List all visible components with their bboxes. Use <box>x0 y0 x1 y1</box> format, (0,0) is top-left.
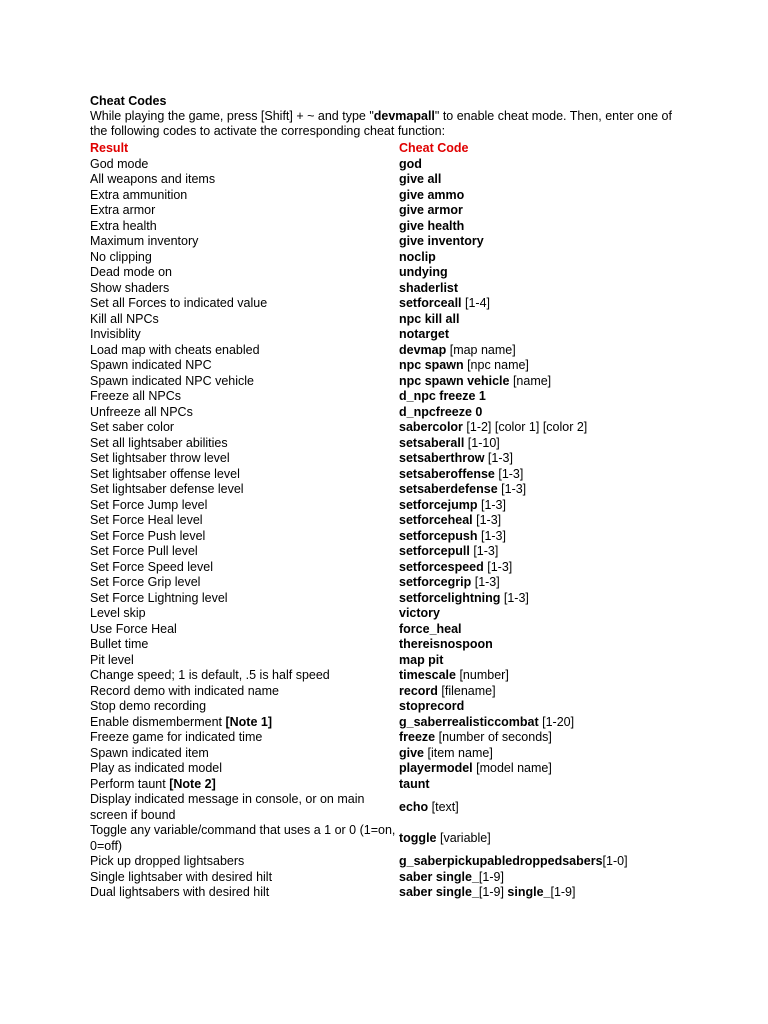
result-cell <box>90 513 399 529</box>
result-cell <box>90 482 399 498</box>
cheat-code: setforcepush <box>399 528 478 543</box>
table-row <box>90 234 690 250</box>
cheat-code: undying <box>399 265 448 279</box>
cheat-code: setforceall <box>399 296 462 310</box>
code-cell <box>399 730 690 746</box>
code-cell <box>399 281 690 297</box>
result-text: Play as indicated model <box>90 761 223 775</box>
result-text: Bullet time <box>90 637 149 651</box>
result-cell <box>90 823 399 854</box>
result-cell <box>90 792 399 823</box>
table-row <box>90 296 690 312</box>
table-header-row <box>90 141 690 157</box>
table-row <box>90 498 690 514</box>
cheat-code: victory <box>399 606 440 620</box>
intro-paragraph <box>90 109 680 139</box>
intro-command: devmapall <box>373 109 435 123</box>
result-text: Invisiblity <box>90 327 141 341</box>
cheat-argument: [npc name] <box>463 358 529 372</box>
table-row <box>90 870 690 886</box>
result-cell <box>90 358 399 374</box>
code-cell <box>399 591 690 607</box>
result-cell <box>90 343 399 359</box>
result-cell <box>90 281 399 297</box>
result-cell <box>90 234 399 250</box>
cheat-argument-second: [1-9] <box>550 885 576 899</box>
cheat-code: playermodel <box>399 761 473 775</box>
cheat-argument: [1-10] <box>464 435 500 450</box>
result-text: Spawn indicated NPC <box>90 358 212 372</box>
table-row <box>90 157 690 173</box>
code-cell <box>399 436 690 452</box>
cheat-code: give inventory <box>399 234 484 248</box>
result-cell <box>90 451 399 467</box>
table-row <box>90 823 690 854</box>
code-cell <box>399 498 690 514</box>
result-cell <box>90 606 399 622</box>
code-cell <box>399 684 690 700</box>
code-cell <box>399 219 690 235</box>
result-text: Maximum inventory <box>90 234 199 248</box>
code-cell <box>399 265 690 281</box>
cheat-code: give all <box>399 172 442 186</box>
cheat-code: give health <box>399 218 465 233</box>
result-text: Set all lightsaber abilities <box>90 435 228 450</box>
code-cell <box>399 234 690 250</box>
code-cell <box>399 529 690 545</box>
table-body <box>90 157 690 901</box>
result-text: Set all Forces to indicated value <box>90 296 268 310</box>
result-text: Freeze game for indicated time <box>90 730 263 744</box>
result-cell <box>90 544 399 560</box>
result-text: Set Force Lightning level <box>90 590 228 605</box>
cheat-argument: [1-3] <box>477 528 506 543</box>
result-text: Freeze all NPCs <box>90 389 181 403</box>
cheat-code: noclip <box>399 249 436 264</box>
result-cell <box>90 250 399 266</box>
cheat-code: npc spawn <box>399 358 464 372</box>
code-cell <box>399 451 690 467</box>
result-text: Dead mode on <box>90 265 173 279</box>
result-text: Set Force Speed level <box>90 559 213 574</box>
cheat-code: setsaberdefense <box>399 482 498 496</box>
cheat-argument: [1-3] <box>497 482 527 496</box>
result-text: Set Force Heal level <box>90 513 203 527</box>
cheat-code: toggle <box>399 830 437 845</box>
cheat-code: timescale <box>399 668 456 682</box>
cheat-code: shaderlist <box>399 280 459 295</box>
result-cell <box>90 575 399 591</box>
table-row <box>90 885 690 901</box>
table-row <box>90 622 690 638</box>
cheat-code: god <box>399 156 422 171</box>
table-row <box>90 684 690 700</box>
code-cell <box>399 513 690 529</box>
code-cell <box>399 575 690 591</box>
code-cell <box>399 157 690 173</box>
cheat-argument: [map name] <box>446 342 516 357</box>
cheat-code: give ammo <box>399 187 465 202</box>
code-cell <box>399 870 690 886</box>
code-cell <box>399 172 690 188</box>
result-text: Single lightsaber with desired hilt <box>90 869 273 884</box>
cheat-argument: [number] <box>455 668 509 682</box>
page-title: Cheat Codes <box>90 94 167 108</box>
table-row <box>90 715 690 731</box>
cheat-argument: [1-3] <box>471 575 500 589</box>
result-cell <box>90 777 399 793</box>
table-row <box>90 699 690 715</box>
table-row <box>90 777 690 793</box>
result-cell <box>90 436 399 452</box>
table-row <box>90 792 690 823</box>
result-cell <box>90 622 399 638</box>
result-text: Use Force Heal <box>90 621 177 636</box>
result-cell <box>90 699 399 715</box>
code-cell <box>399 622 690 638</box>
result-text: Kill all NPCs <box>90 311 159 326</box>
result-text: Display indicated message in console, or on main screen if bound <box>90 792 365 822</box>
result-text: Dual lightsabers with desired hilt <box>90 885 270 899</box>
cheat-argument: [1-3] <box>472 513 502 527</box>
cheat-code: notarget <box>399 327 449 341</box>
code-cell <box>399 203 690 219</box>
table-row <box>90 188 690 204</box>
cheat-codes-table <box>90 141 690 901</box>
table-row <box>90 312 690 328</box>
cheat-argument: [1-3] <box>494 466 524 481</box>
code-cell <box>399 792 690 823</box>
table-row <box>90 343 690 359</box>
result-cell <box>90 312 399 328</box>
cheat-code: setforcelightning <box>399 590 501 605</box>
result-cell <box>90 761 399 777</box>
code-cell <box>399 699 690 715</box>
document-content <box>90 93 710 901</box>
cheat-argument: [number of seconds] <box>435 730 552 744</box>
result-cell <box>90 715 399 731</box>
result-cell <box>90 684 399 700</box>
table-row <box>90 730 690 746</box>
table-row <box>90 389 690 405</box>
cheat-argument: [model name] <box>472 761 552 775</box>
result-text: Extra ammunition <box>90 187 188 202</box>
result-cell <box>90 529 399 545</box>
table-row <box>90 172 690 188</box>
result-cell <box>90 467 399 483</box>
cheat-code: g_saberrealisticcombat <box>399 714 539 729</box>
table-row <box>90 327 690 343</box>
code-cell <box>399 854 690 870</box>
result-cell <box>90 296 399 312</box>
result-cell <box>90 637 399 653</box>
cheat-code: setforcejump <box>399 497 478 512</box>
result-cell <box>90 854 399 870</box>
cheat-code: taunt <box>399 776 430 791</box>
table-row <box>90 529 690 545</box>
result-text: God mode <box>90 156 149 171</box>
table-row <box>90 544 690 560</box>
cheat-code: setsaberall <box>399 435 465 450</box>
cheat-code: record <box>399 683 438 698</box>
cheat-argument: [1-9] <box>478 885 504 899</box>
table-row <box>90 436 690 452</box>
result-text: Stop demo recording <box>90 699 207 713</box>
code-cell <box>399 296 690 312</box>
table-row <box>90 374 690 390</box>
code-cell <box>399 544 690 560</box>
table-row <box>90 761 690 777</box>
result-text: Unfreeze all NPCs <box>90 404 193 419</box>
code-cell <box>399 188 690 204</box>
cheat-argument: [1-3] <box>477 497 506 512</box>
cheat-code: give armor <box>399 203 463 217</box>
result-cell <box>90 157 399 173</box>
result-cell <box>90 405 399 421</box>
result-cell <box>90 591 399 607</box>
result-cell <box>90 885 399 901</box>
cheat-argument: [1-3] <box>500 590 529 605</box>
code-cell <box>399 374 690 390</box>
result-cell <box>90 188 399 204</box>
result-cell <box>90 374 399 390</box>
code-cell <box>399 668 690 684</box>
table-row <box>90 591 690 607</box>
cheat-code: map pit <box>399 652 444 667</box>
cheat-argument: [filename] <box>437 683 496 698</box>
table-row <box>90 203 690 219</box>
intro-text-before: While playing the game, press [Shift] + ~ and type " <box>90 109 374 123</box>
code-cell <box>399 327 690 343</box>
result-text: No clipping <box>90 249 152 264</box>
table-row <box>90 358 690 374</box>
cheat-code: setsaberoffense <box>399 466 495 481</box>
result-text: Perform taunt <box>90 776 170 791</box>
cheat-argument: [1-0] <box>602 854 628 868</box>
cheat-code: thereisnospoon <box>399 637 493 651</box>
result-cell <box>90 668 399 684</box>
code-cell <box>399 637 690 653</box>
cheat-code: g_saberpickupabledroppedsabers <box>399 854 603 868</box>
result-text: Pick up dropped lightsabers <box>90 854 245 868</box>
table-row <box>90 467 690 483</box>
result-text: Load map with cheats enabled <box>90 342 260 357</box>
table-row <box>90 668 690 684</box>
table-row <box>90 854 690 870</box>
result-cell <box>90 560 399 576</box>
table-row <box>90 281 690 297</box>
result-cell <box>90 172 399 188</box>
cheat-argument: [1-3] <box>483 559 513 574</box>
code-cell <box>399 761 690 777</box>
result-text: Change speed; 1 is default, .5 is half speed <box>90 668 330 682</box>
result-text: Set lightsaber defense level <box>90 482 244 496</box>
result-text: Show shaders <box>90 280 170 295</box>
table-row <box>90 451 690 467</box>
cheat-code: npc spawn vehicle <box>399 373 510 388</box>
result-text: Set saber color <box>90 420 175 434</box>
result-text: Level skip <box>90 606 146 620</box>
result-text: Record demo with indicated name <box>90 683 279 698</box>
cheat-code: saber single_ <box>399 885 479 899</box>
cheat-code: setforceheal <box>399 513 473 527</box>
table-row <box>90 405 690 421</box>
result-cell <box>90 389 399 405</box>
cheat-argument: [text] <box>428 799 459 814</box>
result-text: Set lightsaber throw level <box>90 451 230 465</box>
result-text: Pit level <box>90 652 134 667</box>
note-reference: [Note 1] <box>225 714 273 729</box>
cheat-code: echo <box>399 799 429 814</box>
code-cell <box>399 467 690 483</box>
cheat-code: saber single_ <box>399 869 479 884</box>
result-cell <box>90 265 399 281</box>
cheat-code: stoprecord <box>399 699 465 713</box>
result-cell <box>90 746 399 762</box>
code-column-header: Cheat Code <box>399 141 469 155</box>
code-cell <box>399 606 690 622</box>
result-cell <box>90 653 399 669</box>
code-cell <box>399 560 690 576</box>
cheat-argument: [item name] <box>424 745 493 760</box>
cheat-code: setforcespeed <box>399 559 484 574</box>
cheat-argument: [1-3] <box>469 544 499 558</box>
result-text: Spawn indicated item <box>90 745 209 760</box>
note-reference: [Note 2] <box>169 776 216 791</box>
table-row <box>90 265 690 281</box>
cheat-code: give <box>399 745 425 760</box>
code-cell <box>399 653 690 669</box>
cheat-code: force_heal <box>399 621 462 636</box>
result-cell <box>90 420 399 436</box>
cheat-code: setsaberthrow <box>399 451 485 465</box>
result-cell <box>90 327 399 343</box>
cheat-argument: [1-4] <box>461 296 491 310</box>
table-row <box>90 250 690 266</box>
result-text: Extra armor <box>90 203 156 217</box>
result-text: Toggle any variable/command that uses a 1 or 0 (1=on, 0=off) <box>90 823 396 853</box>
cheat-argument: [1-3] <box>484 451 513 465</box>
result-text: Set Force Jump level <box>90 497 208 512</box>
result-text: Set Force Pull level <box>90 544 198 558</box>
result-text: Enable dismemberment <box>90 714 226 729</box>
result-cell <box>90 219 399 235</box>
result-cell <box>90 203 399 219</box>
code-cell <box>399 343 690 359</box>
table-row <box>90 482 690 498</box>
cheat-code: freeze <box>399 730 436 744</box>
result-cell <box>90 730 399 746</box>
cheat-code-second: single_ <box>503 885 551 899</box>
cheat-code: d_npcfreeze 0 <box>399 404 483 419</box>
code-cell <box>399 482 690 498</box>
code-cell <box>399 715 690 731</box>
result-text: All weapons and items <box>90 172 216 186</box>
result-text: Spawn indicated NPC vehicle <box>90 373 254 388</box>
result-column-header: Result <box>90 141 129 155</box>
cheat-code: npc kill all <box>399 311 460 326</box>
code-cell <box>399 746 690 762</box>
cheat-code: sabercolor <box>399 420 463 434</box>
cheat-argument: [1-2] [color 1] [color 2] <box>462 420 588 434</box>
code-cell <box>399 358 690 374</box>
code-cell <box>399 405 690 421</box>
cheat-code: d_npc freeze 1 <box>399 389 486 403</box>
table-row <box>90 637 690 653</box>
result-text: Set Force Grip level <box>90 575 201 589</box>
code-cell <box>399 777 690 793</box>
cheat-argument: [1-9] <box>478 869 504 884</box>
result-cell <box>90 498 399 514</box>
intro-text-after: " to enable cheat mode. Then, enter one of the following codes to activate the corresponding cheat function: <box>90 109 672 138</box>
table-row <box>90 513 690 529</box>
table-row <box>90 575 690 591</box>
result-text: Set Force Push level <box>90 528 206 543</box>
cheat-code: setforcepull <box>399 544 470 558</box>
table-row <box>90 219 690 235</box>
code-cell <box>399 312 690 328</box>
result-text: Extra health <box>90 218 157 233</box>
table-row <box>90 746 690 762</box>
code-cell <box>399 420 690 436</box>
code-cell <box>399 823 690 854</box>
code-cell <box>399 250 690 266</box>
table-row <box>90 653 690 669</box>
result-text: Set lightsaber offense level <box>90 466 240 481</box>
code-cell <box>399 885 690 901</box>
table-row <box>90 560 690 576</box>
code-cell <box>399 389 690 405</box>
table-row <box>90 606 690 622</box>
cheat-code: setforcegrip <box>399 575 472 589</box>
cheat-argument: [variable] <box>436 830 491 845</box>
cheat-code: devmap <box>399 342 447 357</box>
cheat-argument: [1-20] <box>538 714 575 729</box>
cheat-argument: [name] <box>509 373 552 388</box>
table-row <box>90 420 690 436</box>
result-cell <box>90 870 399 886</box>
